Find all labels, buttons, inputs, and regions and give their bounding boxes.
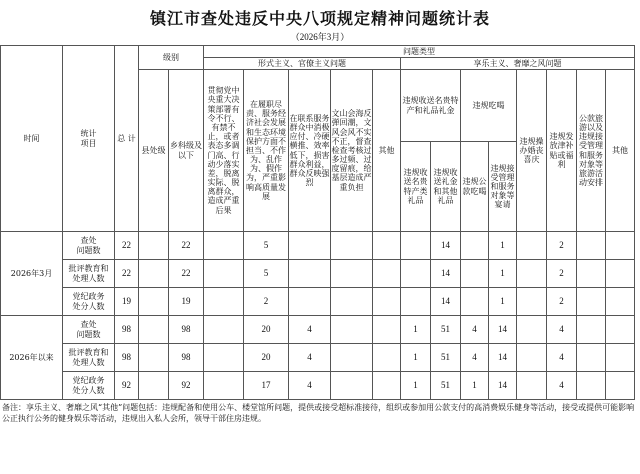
value-cell-f_other (373, 232, 401, 260)
value-cell-g2: 14 (431, 260, 461, 288)
value-cell-allow: 2 (547, 288, 577, 316)
value-cell-other (606, 288, 635, 316)
value-cell-g2: 51 (431, 316, 461, 344)
header-allowance: 违规发放津补贴或福利 (547, 70, 577, 232)
value-cell-allow: 2 (547, 232, 577, 260)
header-gift1: 违规收送名贵特产类礼品 (401, 142, 431, 232)
value-cell-f1 (204, 260, 244, 288)
value-cell-m2: 1 (489, 232, 517, 260)
value-cell-g1 (401, 260, 431, 288)
value-cell-wed (517, 344, 547, 372)
value-cell-county (139, 372, 169, 400)
value-cell-f4 (331, 344, 373, 372)
value-cell-g2: 14 (431, 232, 461, 260)
value-cell-total: 98 (115, 316, 139, 344)
table-body (1, 232, 635, 400)
value-cell-wed (517, 316, 547, 344)
value-cell-g1: 1 (401, 344, 431, 372)
value-cell-county (139, 232, 169, 260)
value-cell-f2: 20 (244, 344, 289, 372)
value-cell-f4 (331, 260, 373, 288)
value-cell-township: 22 (169, 232, 204, 260)
header-meal-group: 违规吃喝 (461, 70, 517, 142)
value-cell-f3 (289, 288, 331, 316)
value-cell-total: 92 (115, 372, 139, 400)
header-travel: 公款旅游以及违规接受管理和服务对象等旅游活动安排 (577, 70, 606, 232)
value-cell-wed (517, 372, 547, 400)
value-cell-other (606, 232, 635, 260)
value-cell-allow: 4 (547, 316, 577, 344)
value-cell-f4 (331, 372, 373, 400)
value-cell-f1 (204, 316, 244, 344)
value-cell-travel (577, 344, 606, 372)
value-cell-other (606, 260, 635, 288)
header-gift-group: 违规收送名贵特产和礼品礼金 (401, 70, 461, 142)
header-level: 级别 (139, 46, 204, 70)
value-cell-g1 (401, 288, 431, 316)
value-cell-f4 (331, 316, 373, 344)
item-cell: 批评教育和 处理人数 (63, 344, 115, 372)
value-cell-f3: 4 (289, 316, 331, 344)
value-cell-f2: 17 (244, 372, 289, 400)
header-gift2: 违规收送礼金和其他礼品 (431, 142, 461, 232)
table-row (1, 288, 635, 316)
header-f4: 文山会海反弹回潮，文风会风不实不正，督查检查考核过多过频、过度留痕，给基层造成严重负担 (331, 70, 373, 232)
value-cell-f_other (373, 260, 401, 288)
header-h-other: 其他 (606, 70, 635, 232)
page-title: 镇江市查处违反中央八项规定精神问题统计表 (149, 9, 490, 28)
value-cell-county (139, 260, 169, 288)
header-f-other: 其他 (373, 70, 401, 232)
value-cell-township: 92 (169, 372, 204, 400)
value-cell-wed (517, 260, 547, 288)
value-cell-total: 22 (115, 260, 139, 288)
value-cell-f_other (373, 288, 401, 316)
value-cell-f2: 5 (244, 232, 289, 260)
table-row (1, 344, 635, 372)
header-f3: 在联系服务群众中消极应付、冷硬横推、效率低下，损害群众利益，群众反映强烈 (289, 70, 331, 232)
value-cell-f4 (331, 232, 373, 260)
header-formalism: 形式主义、官僚主义问题 (204, 58, 401, 70)
value-cell-travel (577, 372, 606, 400)
value-cell-allow: 4 (547, 372, 577, 400)
value-cell-travel (577, 288, 606, 316)
table-row (1, 372, 635, 400)
value-cell-f2: 2 (244, 288, 289, 316)
table-row (1, 232, 635, 260)
value-cell-g2: 14 (431, 288, 461, 316)
value-cell-other (606, 316, 635, 344)
time-cell: 2026年3月 (1, 232, 63, 316)
header-problem-type: 问题类型 (204, 46, 635, 58)
value-cell-f_other (373, 316, 401, 344)
value-cell-m2: 14 (489, 344, 517, 372)
header-meal2: 违规接受管理和服务对象等宴请 (489, 142, 517, 232)
value-cell-county (139, 344, 169, 372)
value-cell-g1: 1 (401, 316, 431, 344)
value-cell-travel (577, 260, 606, 288)
value-cell-travel (577, 316, 606, 344)
value-cell-m1 (461, 232, 489, 260)
value-cell-g1 (401, 232, 431, 260)
value-cell-m2: 14 (489, 372, 517, 400)
header-total: 总 计 (115, 46, 139, 232)
table-row (1, 316, 635, 344)
value-cell-m1 (461, 260, 489, 288)
value-cell-travel (577, 232, 606, 260)
header-township: 乡科级及以下 (169, 70, 204, 232)
value-cell-f4 (331, 288, 373, 316)
value-cell-f1 (204, 288, 244, 316)
value-cell-other (606, 372, 635, 400)
header-f1: 贯彻党中央重大决策部署有令不行、有禁不止，或者表态多调门高、行动少落实差，脱离实际、脱离群众，造成严重后果 (204, 70, 244, 232)
value-cell-m1 (461, 288, 489, 316)
value-cell-county (139, 288, 169, 316)
value-cell-g2: 51 (431, 344, 461, 372)
value-cell-other (606, 344, 635, 372)
value-cell-township: 98 (169, 344, 204, 372)
value-cell-f1 (204, 372, 244, 400)
value-cell-f1 (204, 344, 244, 372)
header-hedonism: 享乐主义、奢靡之风问题 (401, 58, 635, 70)
value-cell-total: 19 (115, 288, 139, 316)
item-cell: 查处 问题数 (63, 316, 115, 344)
value-cell-m2: 14 (489, 316, 517, 344)
value-cell-township: 22 (169, 260, 204, 288)
value-cell-g1: 1 (401, 372, 431, 400)
item-cell: 党纪政务 处分人数 (63, 288, 115, 316)
value-cell-f2: 5 (244, 260, 289, 288)
statistics-table (0, 45, 635, 400)
value-cell-total: 22 (115, 232, 139, 260)
value-cell-wed (517, 232, 547, 260)
value-cell-f3: 4 (289, 344, 331, 372)
item-cell: 批评教育和 处理人数 (63, 260, 115, 288)
item-cell: 党纪政务 处分人数 (63, 372, 115, 400)
value-cell-m2: 1 (489, 260, 517, 288)
value-cell-m1: 1 (461, 372, 489, 400)
value-cell-f3 (289, 232, 331, 260)
value-cell-allow: 4 (547, 344, 577, 372)
value-cell-f3: 4 (289, 372, 331, 400)
value-cell-township: 98 (169, 316, 204, 344)
value-cell-township: 19 (169, 288, 204, 316)
value-cell-total: 98 (115, 344, 139, 372)
page-subtitle: （2026年3月） (290, 32, 350, 42)
header-item: 统计 项目 (63, 46, 115, 232)
header-meal1: 违规公款吃喝 (461, 142, 489, 232)
value-cell-f_other (373, 372, 401, 400)
value-cell-f1 (204, 232, 244, 260)
value-cell-m1: 4 (461, 316, 489, 344)
value-cell-m1: 4 (461, 344, 489, 372)
footnote: 备注：享乐主义、奢靡之风“其他”问题包括：违规配备和使用公车、楼堂馆所问题，提供或接受超标准接待，组织或参加用公款支付的高消费娱乐健身等活动，接受或提供可能影响公正执行公务的健身娱乐等活动，违规出入私人会所，领导干部住房违规。 (2, 403, 635, 423)
value-cell-f3 (289, 260, 331, 288)
value-cell-county (139, 316, 169, 344)
header-f2: 在履职尽责、服务经济社会发展和生态环境保护方面不担当、不作为、乱作为、假作为，严重影响高质量发展 (244, 70, 289, 232)
header-county: 县处级 (139, 70, 169, 232)
value-cell-g2: 51 (431, 372, 461, 400)
table-row (1, 260, 635, 288)
header-time: 时间 (1, 46, 63, 232)
item-cell: 查处 问题数 (63, 232, 115, 260)
value-cell-f_other (373, 344, 401, 372)
value-cell-allow: 2 (547, 260, 577, 288)
header-wedding: 违规操办婚丧喜庆 (517, 70, 547, 232)
time-cell: 2026年以来 (1, 316, 63, 400)
value-cell-wed (517, 288, 547, 316)
value-cell-m2: 1 (489, 288, 517, 316)
value-cell-f2: 20 (244, 316, 289, 344)
